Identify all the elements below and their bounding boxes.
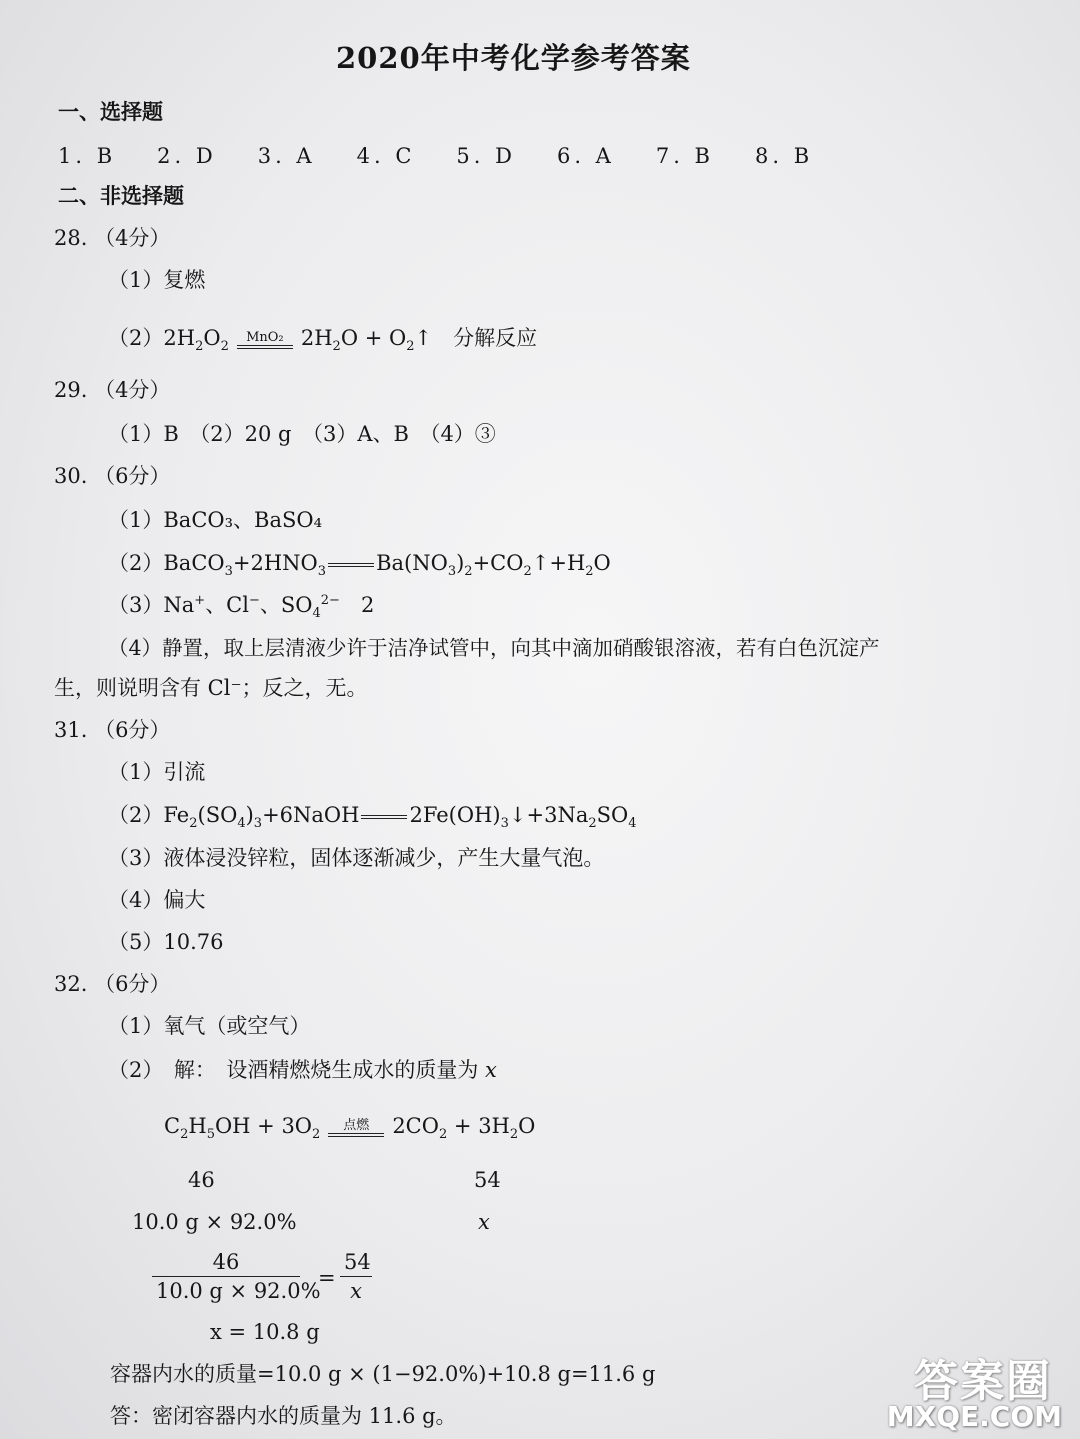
q30-heading: 30. （6分） bbox=[54, 464, 171, 488]
choice-answer: 1. B bbox=[58, 144, 117, 168]
choice-answer: 4. C bbox=[356, 144, 416, 168]
choice-answer: 5. D bbox=[456, 144, 516, 168]
q32-heading: 32. （6分） bbox=[54, 972, 171, 996]
q32-fraction-equals: = bbox=[318, 1266, 336, 1290]
q32-answer-1: （1）氧气（或空气） bbox=[108, 1014, 311, 1038]
choice-answer: 8. B bbox=[755, 144, 814, 168]
q32-equation: $C_2H_5OH + 3O_2$ 点燃 $2CO_2 + 3H_2O$ bbox=[164, 1114, 536, 1143]
reaction-condition: 点燃 bbox=[328, 1119, 384, 1137]
q31-heading: 31. （6分） bbox=[54, 718, 171, 742]
q30-answer-4-line1: （4）静置，取上层清液少许于洁净试管中，向其中滴加硝酸银溶液，若有白色沉淀产 bbox=[108, 636, 880, 660]
q32-answer-2-setup: （2） 解： 设酒精燃烧生成水的质量为 x bbox=[108, 1058, 497, 1082]
choice-answer: 2. D bbox=[157, 144, 217, 168]
reaction-condition: MnO₂ bbox=[237, 331, 293, 349]
q30-answer-4-line2: 生，则说明含有 Cl⁻；反之，无。 bbox=[54, 676, 368, 700]
q32-result: x = 10.8 g bbox=[210, 1320, 320, 1344]
q29-answers: （1）B （2）20 g （3）A、B （4）③ bbox=[108, 422, 496, 446]
q30-answer-2: $(2)BaCO_3+2HNO_3$ $Ba(NO_3)_2+CO_2↑+H_2O$ bbox=[108, 551, 611, 580]
choice-answer: 3. A bbox=[257, 144, 316, 168]
section-choice-heading: 一、选择题 bbox=[58, 99, 163, 124]
q31-answer-1: （1）引流 bbox=[108, 760, 206, 784]
q31-answer-3: （3）液体浸没锌粒，固体逐渐减少，产生大量气泡。 bbox=[108, 846, 605, 870]
q29-heading: 29. （4分） bbox=[54, 378, 171, 402]
q32-fraction-left: 46 10.0 g × 92.0% bbox=[152, 1248, 300, 1305]
watermark-logo bbox=[872, 1345, 1062, 1433]
section-nonchoice-heading: 二、非选择题 bbox=[58, 183, 184, 208]
q30-answer-3: （3）Na+、Cl−、$SO_4^{2-}$ 2 bbox=[108, 593, 375, 622]
q28-heading: 28. （4分） bbox=[54, 226, 171, 250]
page-title: 2020年中考化学参考答案 bbox=[336, 41, 691, 75]
q32-total-water: 容器内水的质量=10.0 g × (1−92.0%)+10.8 g=11.6 g bbox=[110, 1362, 656, 1386]
watermark-logo-text: 答案圈 bbox=[914, 1356, 1052, 1407]
q28-answer-1: （1）复燃 bbox=[108, 268, 206, 292]
q31-answer-5: （5）10.76 bbox=[108, 930, 224, 954]
q30-answer-1: （1）BaCO₃、BaSO₄ bbox=[108, 508, 322, 532]
q31-answer-4: （4）偏大 bbox=[108, 888, 206, 912]
q32-molar-mass-ethanol: 46 bbox=[188, 1168, 215, 1192]
q32-molar-mass-water: 54 bbox=[474, 1168, 501, 1192]
q32-unknown: x bbox=[478, 1210, 490, 1234]
watermark-site-text: MXQE.COM bbox=[886, 1400, 1062, 1433]
choice-answer: 6. A bbox=[556, 144, 615, 168]
q32-fraction-right: 54 x bbox=[340, 1248, 372, 1305]
q32-given-mass: 10.0 g × 92.0% bbox=[132, 1210, 297, 1234]
q31-answer-2: $(2)Fe_2(SO_4)_3+6NaOH$ $2Fe(OH)_3↓+3Na_2SO_4$ bbox=[108, 803, 637, 832]
choice-answer: 7. B bbox=[655, 144, 714, 168]
reaction-type: 分解反应 bbox=[453, 326, 538, 350]
q32-final-answer: 答：密闭容器内水的质量为 11.6 g。 bbox=[110, 1404, 457, 1428]
choice-answers-row bbox=[58, 142, 854, 170]
q28-answer-2: $(2)2H_2O_2$ MnO₂ $2H_2O$ + $O_2↑$ 分解反应 bbox=[108, 326, 538, 355]
